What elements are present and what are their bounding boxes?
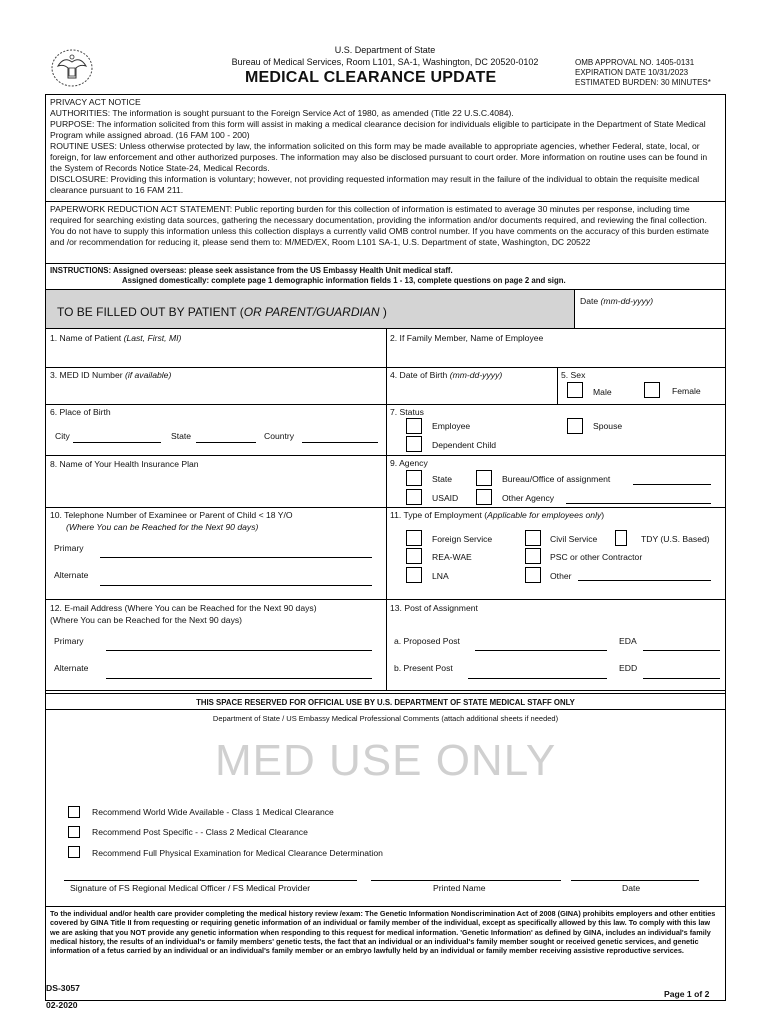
privacy-routine-uses: ROUTINE USES: Unless otherwise protected by law, the information solicited on this form may be made available to appropriate agencies, whether Federal, state, local, or foreign, for law enforcement and other authorized purposes. The information may also be disclosed pursuant to court order. More information on routine uses can be found in the System of Records Notice State-24, Medical Records. [50, 141, 708, 173]
bureau-office-input[interactable] [633, 484, 711, 485]
gina-notice: To the individual and/or health care provider completing the medical history review /exam: The Genetic Information Nondiscrimination Act of 2008 (GINA) prohibits employers and other entities covered by GINA Title II from requesting or requiring genetic information of an individual or family member of the individual, except as specifically allowed by this law. To comply with this law we are asking that you NOT provide any genetic information when responding to this request for medical information. 'Genetic Information' as defined by GINA, includes an individual's family medical history, the results of an individual's or family members' genetic tests, the fact that an individual or an individual's family member sought or received genetic services, and genetic information of a fetus carried by an individual or an individual's family member or an embryo lawfully held by an individual or family member receiving assistive reproductive services. [50, 909, 716, 956]
date-of-birth-field[interactable]: 4. Date of Birth (mm-dd-yyyy) [390, 370, 503, 380]
recommend-class2-checkbox[interactable] [68, 826, 80, 838]
email-label: 12. E-mail Address (Where You can be Reached for the Next 90 days) [50, 603, 317, 613]
edd-label: EDD [619, 663, 638, 673]
state-input[interactable] [196, 442, 256, 443]
sex-female-checkbox[interactable] [644, 382, 660, 398]
paperwork-reduction-statement: PAPERWORK REDUCTION ACT STATEMENT: Public reporting burden for this collection of information is estimated to average 30 minutes per response, including time required for searching existing data sources, gathering the necessary documentation, providing the information and/or documents required, and reviewing the final collection. You do not have to supply this information unless this collection displays a currently valid OMB control number. If you have comments on the accuracy of this burden estimate and /or recommendation for reducing it, please send them to: M/MED/EX, Room L101 SA-1, U.S. Department of state, Washington, DC 20522 [50, 204, 709, 247]
med-use-only-watermark: MED USE ONLY [215, 736, 557, 785]
recommend-class1-label: Recommend World Wide Available - Class 1 Medical Clearance [92, 807, 334, 817]
official-use-heading: THIS SPACE RESERVED FOR OFFICIAL USE BY U.S. DEPARTMENT OF STATE MEDICAL STAFF ONLY [196, 698, 575, 707]
agency-label: 9. Agency [390, 458, 428, 468]
printed-name-input[interactable] [371, 880, 561, 881]
country-input[interactable] [302, 442, 378, 443]
city-label: City [55, 431, 70, 441]
privacy-authorities: AUTHORITIES: The information is sought pursuant to the Foreign Service Act of 1980, as amended (Title 22 U.S.C.4084). [50, 108, 514, 118]
proposed-post-input[interactable] [475, 650, 607, 651]
tdy-checkbox[interactable] [615, 530, 627, 546]
instructions-overseas: INSTRUCTIONS: Assigned overseas: please seek assistance from the US Embassy Health Unit medical staff. [50, 266, 453, 275]
telephone-primary-label: Primary [54, 543, 84, 553]
employee-name-field[interactable]: 2. If Family Member, Name of Employee [390, 333, 544, 343]
patient-name-field[interactable]: 1. Name of Patient (Last, First, MI) [50, 333, 182, 343]
telephone-alternate-input[interactable] [100, 585, 372, 586]
psc-label: PSC or other Contractor [550, 552, 643, 562]
recommend-full-exam-label: Recommend Full Physical Examination for Medical Clearance Determination [92, 848, 383, 858]
other-agency-input[interactable] [566, 503, 711, 504]
bureau-office-checkbox[interactable] [476, 470, 492, 486]
bureau-address: Bureau of Medical Services, Room L101, SA-1, Washington, DC 20520-0102 [231, 57, 539, 67]
proposed-post-label: a. Proposed Post [394, 636, 460, 646]
page-number: Page 1 of 2 [664, 989, 710, 999]
telephone-alternate-label: Alternate [54, 570, 89, 580]
email-alternate-input[interactable] [106, 678, 372, 679]
present-post-input[interactable] [468, 678, 607, 679]
foreign-service-label: Foreign Service [432, 534, 493, 544]
agency-usaid-label: USAID [432, 493, 459, 503]
sex-female-label: Female [672, 386, 701, 396]
omb-approval [575, 58, 711, 88]
other-agency-label: Other Agency [502, 493, 555, 503]
lna-checkbox[interactable] [406, 567, 422, 583]
rea-wae-label: REA-WAE [432, 552, 472, 562]
civil-service-checkbox[interactable] [525, 530, 541, 546]
status-spouse-checkbox[interactable] [567, 418, 583, 434]
edd-input[interactable] [643, 678, 720, 679]
state-label: State [171, 431, 192, 441]
telephone-primary-input[interactable] [100, 557, 372, 558]
other-agency-checkbox[interactable] [476, 489, 492, 505]
email-primary-label: Primary [54, 636, 84, 646]
agency-state-checkbox[interactable] [406, 470, 422, 486]
omb-number: OMB APPROVAL NO. 1405-0131 [575, 58, 695, 67]
bureau-office-label: Bureau/Office of assignment [502, 474, 611, 484]
signature-input[interactable] [64, 880, 357, 881]
recommend-class1-checkbox[interactable] [68, 806, 80, 818]
foreign-service-checkbox[interactable] [406, 530, 422, 546]
psc-checkbox[interactable] [525, 548, 541, 564]
other-employment-input[interactable] [578, 580, 711, 581]
present-post-label: b. Present Post [394, 663, 453, 673]
email-hint: (Where You can be Reached for the Next 90 days) [50, 615, 243, 625]
country-label: Country [264, 431, 295, 441]
signature-date-label: Date [622, 883, 641, 893]
signature-date-input[interactable] [571, 880, 699, 881]
telephone-hint: (Where You can be Reached for the Next 90 days) [66, 522, 259, 532]
city-input[interactable] [73, 442, 161, 443]
patient-section-heading: TO BE FILLED OUT BY PATIENT (OR PARENT/GUARDIAN ) [57, 305, 387, 319]
status-employee-checkbox[interactable] [406, 418, 422, 434]
tdy-label: TDY (U.S. Based) [641, 534, 710, 544]
sex-label: 5. Sex [561, 370, 586, 380]
insurance-plan-field[interactable]: 8. Name of Your Health Insurance Plan [50, 459, 199, 469]
status-spouse-label: Spouse [593, 421, 623, 431]
status-dependent-checkbox[interactable] [406, 436, 422, 452]
department-name: U.S. Department of State [334, 45, 436, 55]
form-title: MEDICAL CLEARANCE UPDATE [245, 69, 497, 86]
estimated-burden: ESTIMATED BURDEN: 30 MINUTES* [575, 78, 711, 87]
civil-service-label: Civil Service [550, 534, 598, 544]
date-field[interactable]: Date (mm-dd-yyyy) [580, 296, 654, 306]
place-of-birth-label: 6. Place of Birth [50, 407, 111, 417]
agency-usaid-checkbox[interactable] [406, 489, 422, 505]
instructions-domestic: Assigned domestically: complete page 1 demographic information fields 1 - 13, complete questions on page 2 and sign. [122, 276, 566, 285]
recommend-full-exam-checkbox[interactable] [68, 846, 80, 858]
telephone-label: 10. Telephone Number of Examinee or Parent of Child < 18 Y/O [50, 510, 293, 520]
employment-type-label: 11. Type of Employment (Applicable for employees only) [390, 510, 605, 520]
other-employment-label: Other [550, 571, 572, 581]
eda-label: EDA [619, 636, 637, 646]
form-revision-date: 02-2020 [46, 1000, 78, 1010]
signature-label: Signature of FS Regional Medical Officer / FS Medical Provider [70, 883, 311, 893]
eda-input[interactable] [643, 650, 720, 651]
sex-male-label: Male [593, 387, 612, 397]
other-employment-checkbox[interactable] [525, 567, 541, 583]
instructions [50, 266, 720, 286]
privacy-purpose: PURPOSE: The information solicited from this form will assist in making a medical clearance decision for individuals eligible to participate in the Department of State Medical Program while assigned abroad. (16 FAM 100 - 200) [50, 119, 706, 140]
recommend-class2-label: Recommend Post Specific - - Class 2 Medical Clearance [92, 827, 308, 837]
status-dependent-label: Dependent Child [432, 440, 497, 450]
privacy-heading: PRIVACY ACT NOTICE [50, 97, 141, 107]
printed-name-label: Printed Name [433, 883, 486, 893]
post-of-assignment-label: 13. Post of Assignment [390, 603, 478, 613]
status-employee-label: Employee [432, 421, 471, 431]
lna-label: LNA [432, 571, 449, 581]
privacy-disclosure: DISCLOSURE: Providing this information is voluntary; however, not providing requested information may result in the failure of the individual to obtain the requisite medical clearance pursuant to 16 FAM 211. [50, 174, 700, 195]
status-label: 7. Status [390, 407, 424, 417]
department-seal [50, 48, 94, 88]
sex-male-checkbox[interactable] [567, 382, 583, 398]
expiration-date: EXPIRATION DATE 10/31/2023 [575, 68, 689, 77]
email-alternate-label: Alternate [54, 663, 89, 673]
email-primary-input[interactable] [106, 650, 372, 651]
form-number: DS-3057 [46, 983, 80, 993]
med-id-field[interactable]: 3. MED ID Number (if available) [50, 370, 172, 380]
official-use-subheading: Department of State / US Embassy Medical Professional Comments (attach additional sheets if needed) [212, 714, 559, 723]
privacy-act-notice [50, 97, 720, 196]
agency-state-label: State [432, 474, 453, 484]
rea-wae-checkbox[interactable] [406, 548, 422, 564]
